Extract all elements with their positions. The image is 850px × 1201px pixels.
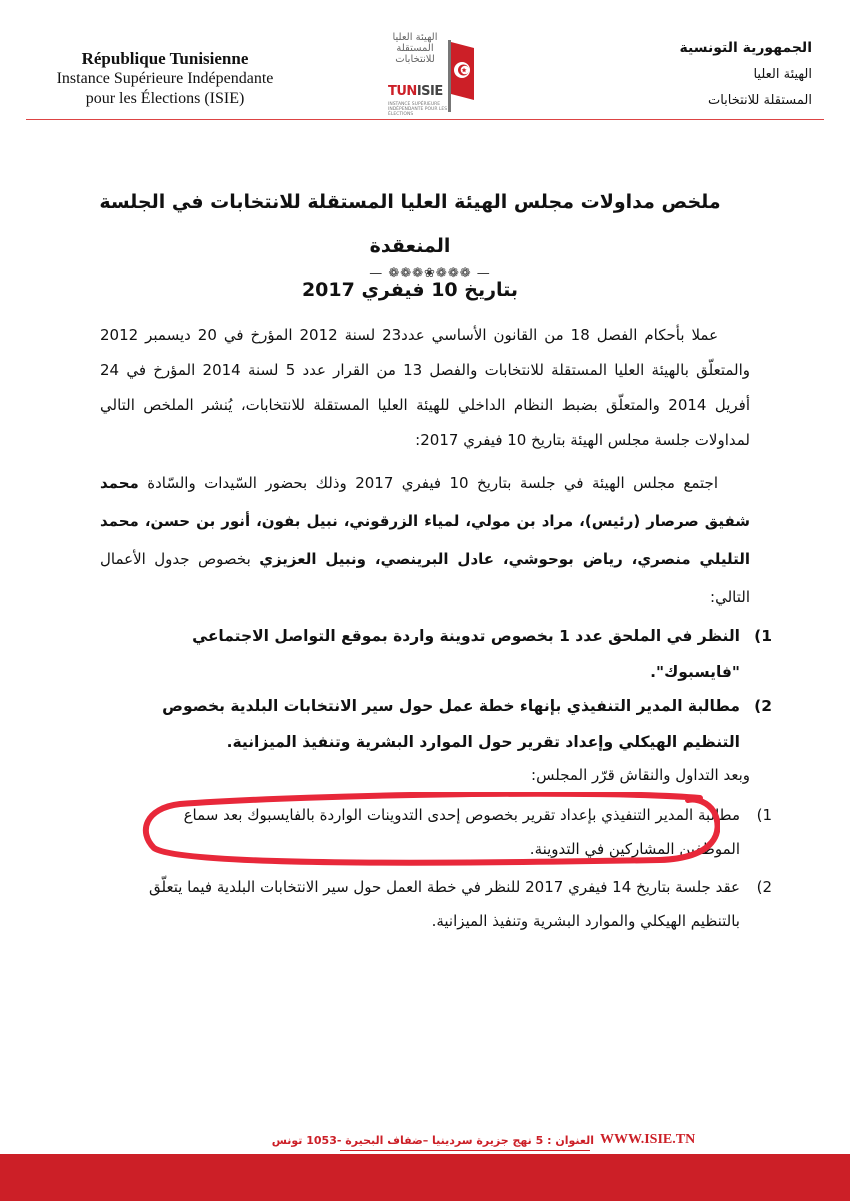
document-title — [80, 180, 740, 312]
decision-item-number: 2) — [756, 878, 772, 896]
header-ar-instance: الهيئة العليا — [753, 67, 812, 82]
agenda-item-text: مطالبة المدير التنفيذي بإنهاء خطة عمل حول سير الانتخابات البلدية بخصوص التنظيم الهيكلي وإعداد تقرير حول الموارد البشرية وتنفيذ الميزانية. — [162, 697, 740, 751]
attendee-names: محمد شفيق صرصار (رئيس)، مراد بن مولي، لمياء الزرقوني، نبيل بفون، أنور بن حسن، محمد التليلي منصري، رياض بوحوشي، عادل البرينصي، ونبيل العزيزي — [100, 474, 750, 568]
title-line-2: بتاريخ 10 فيفري 2017 — [301, 279, 519, 301]
decision-item-text: مطالبة المدير التنفيذي بإعداد تقرير بخصوص إحدى التدوينات الواردة بالفايسبوك بعد سماع الموظفين المشاركين في التدوينة. — [183, 806, 740, 858]
title-ornament: — ❁❁❁❀❁❁❁ — — [369, 266, 491, 281]
header-ar-republic: الجمهورية التونسية — [679, 40, 812, 56]
footer-address: العنوان : 5 نهج جزيرة سردينيا –ضفاف البحيرة -1053 تونس — [271, 1134, 594, 1147]
agenda-item-number: 2) — [754, 697, 772, 715]
footer-underline — [340, 1150, 590, 1151]
decision-item — [140, 870, 772, 938]
footer-website-link[interactable]: WWW.ISIE.TN — [600, 1132, 696, 1147]
header-divider — [26, 119, 824, 120]
tunisia-flag-icon — [446, 36, 476, 116]
attendance-paragraph — [100, 464, 750, 616]
decision-item-number: 1) — [756, 806, 772, 824]
footer-red-bar — [0, 1154, 850, 1201]
logo-arabic-text: الهيئة العليا المستقلة للانتخابات — [392, 32, 438, 65]
attendance-intro: اجتمع مجلس الهيئة في جلسة بتاريخ 10 فيفري 2017 وذلك بحضور السّيدات والسّادة — [138, 474, 718, 492]
logo-wordmark: TUNISIE — [388, 84, 443, 99]
isie-logo — [386, 26, 486, 122]
agenda-item — [140, 618, 772, 690]
title-line-1: ملخص مداولات مجلس الهيئة العليا المستقلة للانتخابات في الجلسة المنعقدة — [99, 191, 721, 257]
header-fr-instance: Instance Supérieure Indépendante — [56, 70, 274, 87]
header-ar-elections: المستقلة للانتخابات — [707, 93, 812, 108]
legal-basis-paragraph — [100, 318, 750, 458]
header-fr-elections: pour les Élections (ISIE) — [85, 90, 245, 107]
after-discussion-line: وبعد التداول والنقاش قرّر المجلس: — [531, 766, 750, 784]
agenda-item — [140, 688, 772, 760]
attendance-outro: بخصوص جدول الأعمال التالي: — [100, 550, 750, 606]
header-arabic-block — [612, 34, 812, 114]
logo-subtitle: INSTANCE SUPÉRIEURE INDÉPENDANTE POUR LES ÉLECTIONS — [388, 102, 448, 117]
legal-basis-text: عملا بأحكام الفصل 18 من القانون الأساسي عدد23 لسنة 2012 المؤرخ في 20 ديسمبر 2012 والمتعلّق بالهيئة العليا المستقلة للانتخابات والفصل 13 من القرار عدد 5 لسنة 2014 المؤرخ في 24 أفريل 2014 والمتعلّق بضبط النظام الداخلي للهيئة العليا المستقلة للانتخابات، يُنشر الملخص التالي لمداولات جلسة مجلس الهيئة بتاريخ 10 فيفري 2017: — [100, 326, 750, 449]
header-french-block — [30, 48, 300, 109]
agenda-item-number: 1) — [754, 627, 772, 645]
agenda-item-text: النظر في الملحق عدد 1 بخصوص تدوينة واردة بموقع التواصل الاجتماعي "فايسبوك". — [192, 627, 740, 681]
decision-item-text: عقد جلسة بتاريخ 14 فيفري 2017 للنظر في خطة العمل حول سير الانتخابات البلدية فيما يتعلّق بالتنظيم الهيكلي والموارد البشرية وتنفيذ الميزانية. — [148, 878, 740, 930]
header-fr-republic: République Tunisienne — [81, 49, 249, 68]
highlight-circle-annotation — [140, 792, 720, 868]
